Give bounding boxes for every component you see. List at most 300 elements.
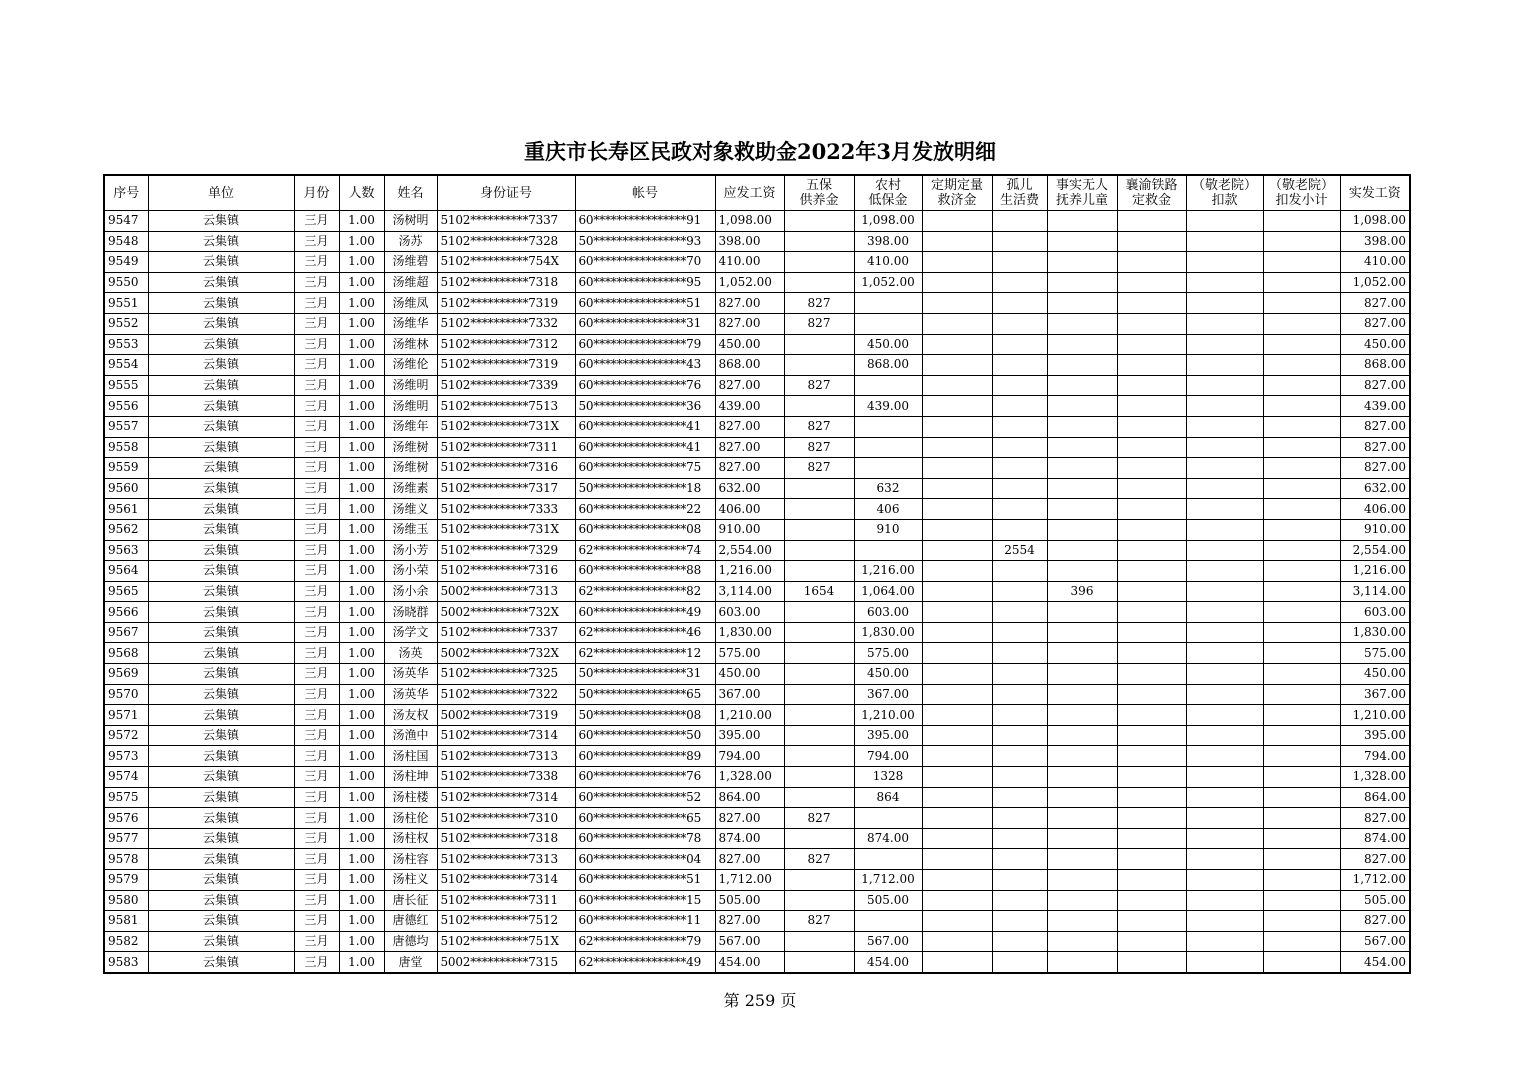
cell-due: 575.00 bbox=[715, 643, 784, 664]
cell-unit: 云集镇 bbox=[148, 293, 294, 314]
cell-jx bbox=[1263, 581, 1340, 602]
cell-idx: 9549 bbox=[104, 252, 148, 273]
cell-xy bbox=[1117, 622, 1186, 643]
cell-unit: 云集镇 bbox=[148, 519, 294, 540]
cell-jx bbox=[1263, 375, 1340, 396]
cell-net: 439.00 bbox=[1340, 396, 1410, 417]
cell-idx: 9573 bbox=[104, 746, 148, 767]
cell-wb bbox=[784, 787, 854, 808]
cell-fact bbox=[1047, 890, 1117, 911]
cell-mon: 三月 bbox=[294, 808, 339, 829]
cell-dq bbox=[922, 931, 992, 952]
cell-db: 567.00 bbox=[854, 931, 922, 952]
table-row bbox=[104, 313, 1410, 334]
cell-fact bbox=[1047, 664, 1117, 685]
cell-mon: 三月 bbox=[294, 870, 339, 891]
cell-acct: 50****************08 bbox=[575, 705, 715, 726]
cell-net: 406.00 bbox=[1340, 499, 1410, 520]
cell-ppl: 1.00 bbox=[339, 396, 384, 417]
cell-xy bbox=[1117, 293, 1186, 314]
cell-idx: 9557 bbox=[104, 416, 148, 437]
cell-jx bbox=[1263, 519, 1340, 540]
cell-gu bbox=[992, 375, 1047, 396]
cell-acct: 60****************88 bbox=[575, 561, 715, 582]
cell-xy bbox=[1117, 808, 1186, 829]
cell-jx bbox=[1263, 396, 1340, 417]
cell-idx: 9562 bbox=[104, 519, 148, 540]
cell-id: 5102**********7339 bbox=[437, 375, 575, 396]
cell-idx: 9548 bbox=[104, 231, 148, 252]
cell-gu bbox=[992, 519, 1047, 540]
cell-fact bbox=[1047, 499, 1117, 520]
cell-gu bbox=[992, 396, 1047, 417]
cell-unit: 云集镇 bbox=[148, 622, 294, 643]
cell-jk bbox=[1186, 334, 1263, 355]
cell-acct: 60****************76 bbox=[575, 767, 715, 788]
table-row bbox=[104, 849, 1410, 870]
cell-fact bbox=[1047, 519, 1117, 540]
cell-gu bbox=[992, 911, 1047, 932]
cell-name: 汤维义 bbox=[384, 499, 437, 520]
cell-jk bbox=[1186, 870, 1263, 891]
cell-fact bbox=[1047, 602, 1117, 623]
cell-name: 汤维明 bbox=[384, 375, 437, 396]
table-row bbox=[104, 808, 1410, 829]
cell-id: 5102**********7319 bbox=[437, 293, 575, 314]
cell-jx bbox=[1263, 952, 1340, 973]
cell-id: 5102**********7310 bbox=[437, 808, 575, 829]
cell-unit: 云集镇 bbox=[148, 334, 294, 355]
cell-acct: 50****************31 bbox=[575, 664, 715, 685]
cell-jx bbox=[1263, 622, 1340, 643]
cell-jk bbox=[1186, 911, 1263, 932]
cell-wb: 827 bbox=[784, 313, 854, 334]
cell-idx: 9559 bbox=[104, 458, 148, 479]
cell-xy bbox=[1117, 952, 1186, 973]
cell-gu bbox=[992, 890, 1047, 911]
cell-name: 汤维华 bbox=[384, 313, 437, 334]
cell-db bbox=[854, 293, 922, 314]
cell-wb bbox=[784, 684, 854, 705]
cell-dq bbox=[922, 870, 992, 891]
column-header-idx: 序号 bbox=[104, 175, 148, 211]
cell-mon: 三月 bbox=[294, 725, 339, 746]
cell-ppl: 1.00 bbox=[339, 272, 384, 293]
cell-xy bbox=[1117, 581, 1186, 602]
cell-jk bbox=[1186, 416, 1263, 437]
cell-dq bbox=[922, 272, 992, 293]
cell-wb bbox=[784, 252, 854, 273]
cell-db: 505.00 bbox=[854, 890, 922, 911]
cell-acct: 60****************79 bbox=[575, 334, 715, 355]
cell-wb: 827 bbox=[784, 458, 854, 479]
cell-due: 1,830.00 bbox=[715, 622, 784, 643]
table-row bbox=[104, 396, 1410, 417]
cell-jx bbox=[1263, 787, 1340, 808]
cell-acct: 60****************49 bbox=[575, 602, 715, 623]
cell-xy bbox=[1117, 849, 1186, 870]
cell-id: 5102**********7314 bbox=[437, 870, 575, 891]
cell-db: 1,210.00 bbox=[854, 705, 922, 726]
cell-dq bbox=[922, 787, 992, 808]
cell-id: 5102**********7311 bbox=[437, 890, 575, 911]
cell-jx bbox=[1263, 458, 1340, 479]
cell-mon: 三月 bbox=[294, 890, 339, 911]
cell-dq bbox=[922, 334, 992, 355]
cell-jk bbox=[1186, 540, 1263, 561]
cell-gu bbox=[992, 767, 1047, 788]
cell-idx: 9556 bbox=[104, 396, 148, 417]
cell-ppl: 1.00 bbox=[339, 313, 384, 334]
cell-due: 874.00 bbox=[715, 828, 784, 849]
table-row bbox=[104, 416, 1410, 437]
cell-id: 5102**********7333 bbox=[437, 499, 575, 520]
cell-jx bbox=[1263, 767, 1340, 788]
cell-net: 827.00 bbox=[1340, 911, 1410, 932]
cell-jk bbox=[1186, 705, 1263, 726]
cell-net: 827.00 bbox=[1340, 375, 1410, 396]
cell-dq bbox=[922, 602, 992, 623]
column-header-fact: 事实无人 抚养儿童 bbox=[1047, 175, 1117, 211]
cell-id: 5102**********751X bbox=[437, 931, 575, 952]
cell-ppl: 1.00 bbox=[339, 499, 384, 520]
cell-fact bbox=[1047, 252, 1117, 273]
cell-jx bbox=[1263, 561, 1340, 582]
cell-net: 868.00 bbox=[1340, 355, 1410, 376]
cell-wb: 827 bbox=[784, 293, 854, 314]
cell-idx: 9582 bbox=[104, 931, 148, 952]
cell-due: 827.00 bbox=[715, 458, 784, 479]
cell-acct: 60****************43 bbox=[575, 355, 715, 376]
header-row bbox=[104, 175, 1410, 211]
cell-idx: 9552 bbox=[104, 313, 148, 334]
cell-fact bbox=[1047, 746, 1117, 767]
cell-acct: 60****************22 bbox=[575, 499, 715, 520]
cell-fact bbox=[1047, 458, 1117, 479]
cell-xy bbox=[1117, 375, 1186, 396]
cell-due: 1,052.00 bbox=[715, 272, 784, 293]
cell-due: 2,554.00 bbox=[715, 540, 784, 561]
cell-net: 575.00 bbox=[1340, 643, 1410, 664]
cell-gu bbox=[992, 787, 1047, 808]
cell-gu bbox=[992, 870, 1047, 891]
cell-jk bbox=[1186, 664, 1263, 685]
cell-jx bbox=[1263, 643, 1340, 664]
cell-wb bbox=[784, 643, 854, 664]
cell-id: 5102**********7332 bbox=[437, 313, 575, 334]
cell-unit: 云集镇 bbox=[148, 931, 294, 952]
cell-jk bbox=[1186, 478, 1263, 499]
table-row bbox=[104, 231, 1410, 252]
cell-name: 汤苏 bbox=[384, 231, 437, 252]
cell-mon: 三月 bbox=[294, 828, 339, 849]
cell-db: 410.00 bbox=[854, 252, 922, 273]
cell-acct: 60****************31 bbox=[575, 313, 715, 334]
column-header-id: 身份证号 bbox=[437, 175, 575, 211]
cell-fact bbox=[1047, 437, 1117, 458]
cell-jk bbox=[1186, 375, 1263, 396]
cell-id: 5102**********7316 bbox=[437, 458, 575, 479]
cell-gu bbox=[992, 622, 1047, 643]
cell-idx: 9547 bbox=[104, 211, 148, 232]
cell-unit: 云集镇 bbox=[148, 602, 294, 623]
cell-db bbox=[854, 849, 922, 870]
table-row bbox=[104, 911, 1410, 932]
cell-due: 439.00 bbox=[715, 396, 784, 417]
cell-db: 450.00 bbox=[854, 664, 922, 685]
cell-mon: 三月 bbox=[294, 664, 339, 685]
cell-wb bbox=[784, 622, 854, 643]
cell-name: 唐堂 bbox=[384, 952, 437, 973]
cell-net: 505.00 bbox=[1340, 890, 1410, 911]
cell-due: 827.00 bbox=[715, 808, 784, 829]
cell-due: 454.00 bbox=[715, 952, 784, 973]
cell-net: 367.00 bbox=[1340, 684, 1410, 705]
cell-dq bbox=[922, 540, 992, 561]
cell-jk bbox=[1186, 602, 1263, 623]
cell-mon: 三月 bbox=[294, 375, 339, 396]
page-number: 第 259 页 bbox=[723, 991, 797, 1010]
cell-name: 汤小余 bbox=[384, 581, 437, 602]
cell-jx bbox=[1263, 355, 1340, 376]
cell-db bbox=[854, 375, 922, 396]
cell-wb bbox=[784, 952, 854, 973]
table-row bbox=[104, 622, 1410, 643]
cell-fact bbox=[1047, 705, 1117, 726]
cell-id: 5102**********7322 bbox=[437, 684, 575, 705]
cell-idx: 9579 bbox=[104, 870, 148, 891]
cell-db bbox=[854, 911, 922, 932]
cell-dq bbox=[922, 561, 992, 582]
cell-idx: 9554 bbox=[104, 355, 148, 376]
cell-wb: 827 bbox=[784, 849, 854, 870]
cell-jk bbox=[1186, 581, 1263, 602]
cell-fact bbox=[1047, 211, 1117, 232]
cell-id: 5102**********7328 bbox=[437, 231, 575, 252]
cell-jx bbox=[1263, 272, 1340, 293]
cell-unit: 云集镇 bbox=[148, 643, 294, 664]
cell-jk bbox=[1186, 396, 1263, 417]
table-row bbox=[104, 540, 1410, 561]
cell-id: 5002**********732X bbox=[437, 643, 575, 664]
cell-unit: 云集镇 bbox=[148, 746, 294, 767]
cell-ppl: 1.00 bbox=[339, 622, 384, 643]
cell-jk bbox=[1186, 725, 1263, 746]
cell-wb: 827 bbox=[784, 437, 854, 458]
cell-gu bbox=[992, 313, 1047, 334]
cell-acct: 62****************49 bbox=[575, 952, 715, 973]
cell-net: 398.00 bbox=[1340, 231, 1410, 252]
cell-unit: 云集镇 bbox=[148, 396, 294, 417]
cell-idx: 9567 bbox=[104, 622, 148, 643]
cell-jk bbox=[1186, 767, 1263, 788]
cell-net: 827.00 bbox=[1340, 808, 1410, 829]
cell-db: 632 bbox=[854, 478, 922, 499]
cell-due: 367.00 bbox=[715, 684, 784, 705]
column-header-dq: 定期定量 救济金 bbox=[922, 175, 992, 211]
cell-dq bbox=[922, 849, 992, 870]
cell-acct: 60****************51 bbox=[575, 870, 715, 891]
cell-due: 603.00 bbox=[715, 602, 784, 623]
cell-name: 汤渔中 bbox=[384, 725, 437, 746]
cell-xy bbox=[1117, 911, 1186, 932]
cell-name: 汤树明 bbox=[384, 211, 437, 232]
cell-net: 632.00 bbox=[1340, 478, 1410, 499]
cell-due: 406.00 bbox=[715, 499, 784, 520]
cell-fact bbox=[1047, 416, 1117, 437]
cell-dq bbox=[922, 478, 992, 499]
cell-unit: 云集镇 bbox=[148, 437, 294, 458]
cell-db: 910 bbox=[854, 519, 922, 540]
cell-ppl: 1.00 bbox=[339, 746, 384, 767]
cell-jk bbox=[1186, 622, 1263, 643]
cell-xy bbox=[1117, 519, 1186, 540]
cell-wb bbox=[784, 664, 854, 685]
cell-wb bbox=[784, 746, 854, 767]
cell-jx bbox=[1263, 602, 1340, 623]
cell-net: 827.00 bbox=[1340, 313, 1410, 334]
cell-net: 603.00 bbox=[1340, 602, 1410, 623]
cell-idx: 9580 bbox=[104, 890, 148, 911]
cell-xy bbox=[1117, 643, 1186, 664]
cell-xy bbox=[1117, 787, 1186, 808]
cell-idx: 9565 bbox=[104, 581, 148, 602]
cell-fact bbox=[1047, 808, 1117, 829]
table-row bbox=[104, 252, 1410, 273]
cell-ppl: 1.00 bbox=[339, 787, 384, 808]
cell-gu bbox=[992, 643, 1047, 664]
cell-ppl: 1.00 bbox=[339, 416, 384, 437]
cell-ppl: 1.00 bbox=[339, 952, 384, 973]
cell-idx: 9578 bbox=[104, 849, 148, 870]
cell-acct: 60****************75 bbox=[575, 458, 715, 479]
cell-mon: 三月 bbox=[294, 746, 339, 767]
cell-acct: 50****************36 bbox=[575, 396, 715, 417]
cell-jx bbox=[1263, 870, 1340, 891]
cell-idx: 9576 bbox=[104, 808, 148, 829]
cell-fact: 396 bbox=[1047, 581, 1117, 602]
cell-xy bbox=[1117, 458, 1186, 479]
cell-jk bbox=[1186, 808, 1263, 829]
cell-mon: 三月 bbox=[294, 499, 339, 520]
cell-acct: 60****************52 bbox=[575, 787, 715, 808]
cell-ppl: 1.00 bbox=[339, 519, 384, 540]
cell-fact bbox=[1047, 643, 1117, 664]
cell-ppl: 1.00 bbox=[339, 293, 384, 314]
cell-wb bbox=[784, 211, 854, 232]
cell-acct: 50****************18 bbox=[575, 478, 715, 499]
cell-idx: 9553 bbox=[104, 334, 148, 355]
cell-net: 827.00 bbox=[1340, 437, 1410, 458]
cell-unit: 云集镇 bbox=[148, 952, 294, 973]
cell-due: 632.00 bbox=[715, 478, 784, 499]
cell-due: 827.00 bbox=[715, 375, 784, 396]
cell-id: 5102**********7318 bbox=[437, 828, 575, 849]
cell-ppl: 1.00 bbox=[339, 252, 384, 273]
cell-net: 827.00 bbox=[1340, 293, 1410, 314]
table-row bbox=[104, 293, 1410, 314]
cell-dq bbox=[922, 705, 992, 726]
cell-wb: 827 bbox=[784, 416, 854, 437]
cell-jx bbox=[1263, 890, 1340, 911]
cell-net: 1,216.00 bbox=[1340, 561, 1410, 582]
cell-mon: 三月 bbox=[294, 211, 339, 232]
cell-gu bbox=[992, 664, 1047, 685]
cell-dq bbox=[922, 458, 992, 479]
cell-mon: 三月 bbox=[294, 293, 339, 314]
cell-name: 汤维树 bbox=[384, 437, 437, 458]
cell-name: 汤维凤 bbox=[384, 293, 437, 314]
cell-mon: 三月 bbox=[294, 478, 339, 499]
table-row bbox=[104, 952, 1410, 973]
cell-gu bbox=[992, 211, 1047, 232]
cell-due: 450.00 bbox=[715, 334, 784, 355]
cell-id: 5102**********7312 bbox=[437, 334, 575, 355]
cell-gu bbox=[992, 952, 1047, 973]
cell-db: 454.00 bbox=[854, 952, 922, 973]
cell-unit: 云集镇 bbox=[148, 478, 294, 499]
cell-name: 汤维树 bbox=[384, 458, 437, 479]
cell-jk bbox=[1186, 931, 1263, 952]
cell-net: 827.00 bbox=[1340, 416, 1410, 437]
cell-jx bbox=[1263, 808, 1340, 829]
cell-id: 5102**********731X bbox=[437, 416, 575, 437]
cell-jx bbox=[1263, 499, 1340, 520]
cell-ppl: 1.00 bbox=[339, 643, 384, 664]
cell-mon: 三月 bbox=[294, 931, 339, 952]
cell-gu bbox=[992, 684, 1047, 705]
cell-due: 3,114.00 bbox=[715, 581, 784, 602]
cell-dq bbox=[922, 231, 992, 252]
cell-acct: 60****************50 bbox=[575, 725, 715, 746]
cell-dq bbox=[922, 952, 992, 973]
cell-jx bbox=[1263, 931, 1340, 952]
cell-dq bbox=[922, 396, 992, 417]
cell-name: 汤英华 bbox=[384, 684, 437, 705]
cell-jx bbox=[1263, 313, 1340, 334]
cell-due: 864.00 bbox=[715, 787, 784, 808]
cell-due: 1,210.00 bbox=[715, 705, 784, 726]
cell-net: 864.00 bbox=[1340, 787, 1410, 808]
cell-name: 唐长征 bbox=[384, 890, 437, 911]
cell-acct: 62****************12 bbox=[575, 643, 715, 664]
cell-due: 567.00 bbox=[715, 931, 784, 952]
table-row bbox=[104, 519, 1410, 540]
cell-xy bbox=[1117, 478, 1186, 499]
cell-net: 910.00 bbox=[1340, 519, 1410, 540]
cell-wb: 827 bbox=[784, 911, 854, 932]
column-header-xy: 襄渝铁路 定救金 bbox=[1117, 175, 1186, 211]
cell-net: 794.00 bbox=[1340, 746, 1410, 767]
cell-db bbox=[854, 540, 922, 561]
column-header-ppl: 人数 bbox=[339, 175, 384, 211]
table-row bbox=[104, 684, 1410, 705]
table-row bbox=[104, 211, 1410, 232]
cell-fact bbox=[1047, 684, 1117, 705]
cell-db: 406 bbox=[854, 499, 922, 520]
cell-name: 汤维玉 bbox=[384, 519, 437, 540]
cell-db: 575.00 bbox=[854, 643, 922, 664]
table-row bbox=[104, 787, 1410, 808]
cell-unit: 云集镇 bbox=[148, 458, 294, 479]
cell-gu bbox=[992, 416, 1047, 437]
cell-id: 5102**********7314 bbox=[437, 725, 575, 746]
cell-jk bbox=[1186, 684, 1263, 705]
cell-acct: 60****************89 bbox=[575, 746, 715, 767]
cell-gu bbox=[992, 828, 1047, 849]
cell-name: 汤维明 bbox=[384, 396, 437, 417]
cell-xy bbox=[1117, 499, 1186, 520]
